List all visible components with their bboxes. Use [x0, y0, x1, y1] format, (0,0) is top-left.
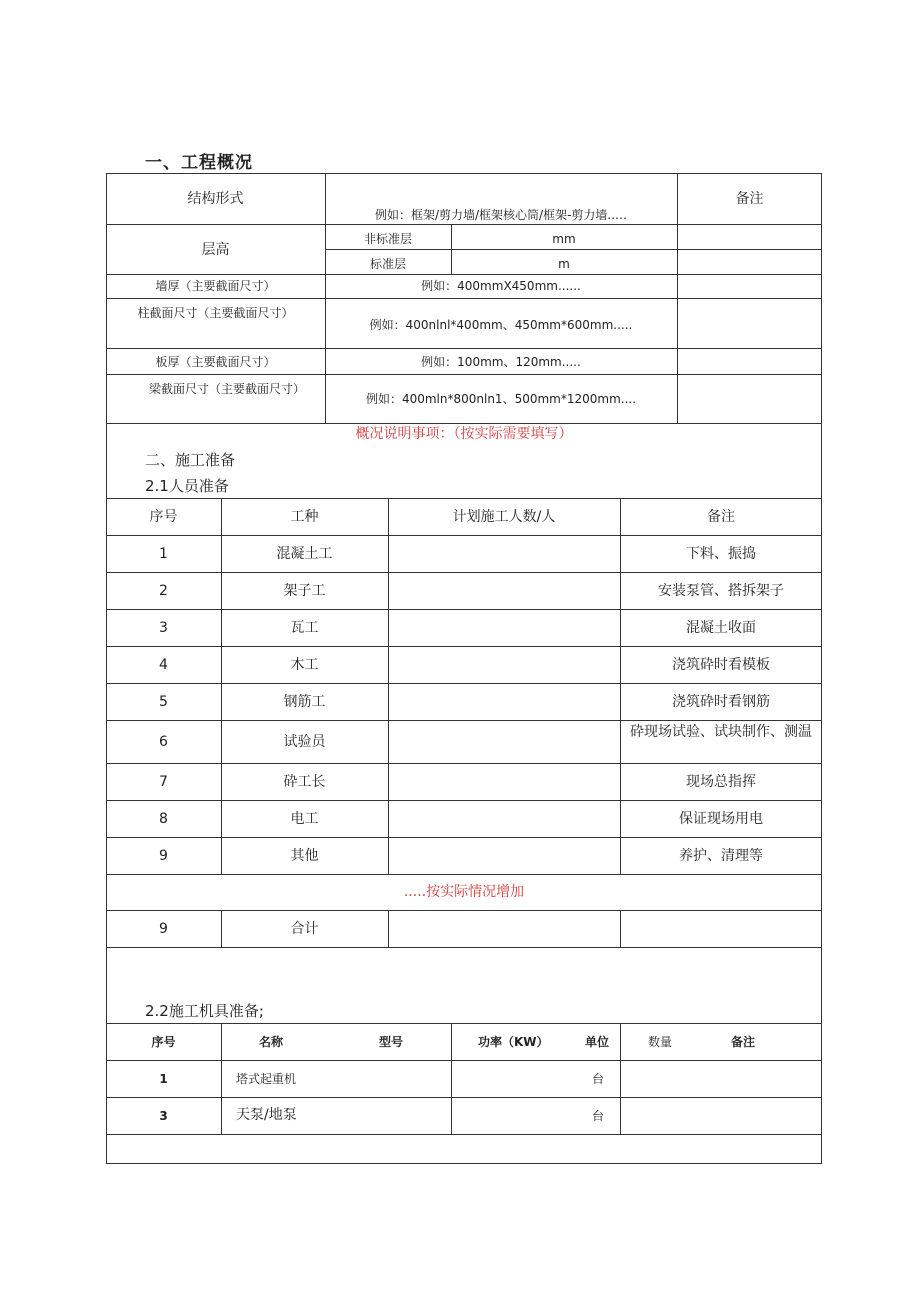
table-row-remark: 现场总指挥: [686, 774, 756, 790]
nonstandard-unit: mm: [552, 232, 576, 246]
grid-line: [106, 646, 822, 647]
grid-line: [106, 1023, 822, 1024]
grid-line: [106, 423, 822, 424]
grid-line: [106, 535, 822, 536]
table-row-remark: 混凝土收面: [686, 620, 756, 636]
table-row-type: 试验员: [283, 734, 326, 750]
table-row-remark: 养护、清理等: [679, 848, 763, 864]
table-row-no: 7: [159, 774, 168, 790]
equipment-header-qty: 数量: [648, 1035, 673, 1049]
grid-line: [620, 910, 621, 947]
grid-line: [106, 274, 822, 275]
table-row-type: 瓦工: [290, 620, 319, 636]
grid-line: [106, 298, 822, 299]
equipment-header-model: 型号: [379, 1035, 404, 1049]
table-row-no: 4: [159, 657, 168, 673]
floor-height-label: 层高: [201, 242, 230, 258]
table-row-type: 其他: [290, 848, 319, 864]
grid-line: [106, 348, 822, 349]
column-label: 柱截面尺寸（主要截面尺寸）: [137, 306, 294, 320]
table-row-no: 5: [159, 694, 168, 710]
wall-label: 墙厚（主要截面尺寸）: [155, 279, 276, 293]
grid-line: [221, 1023, 222, 1134]
section-2-1-title: 2.1人员准备: [145, 477, 229, 495]
table-row-type: 砕工长: [283, 774, 326, 790]
grid-line: [106, 572, 822, 573]
personnel-add-note: .....按实际情况增加: [403, 884, 525, 900]
table-row-remark: 砕现场试验、试块制作、测温: [630, 724, 812, 740]
personnel-header-no: 序号: [149, 509, 178, 525]
grid-line: [106, 720, 822, 721]
slab-label: 板厚（主要截面尺寸）: [155, 355, 276, 369]
equipment-header-unit: 单位: [585, 1035, 610, 1049]
section-2-2-title: 2.2施工机具准备;: [145, 1002, 264, 1020]
grid-line: [620, 1023, 621, 1134]
table-row-type: 架子工: [283, 583, 326, 599]
total-row-no: 9: [159, 921, 168, 937]
grid-line: [106, 1097, 822, 1098]
grid-line: [106, 224, 822, 225]
table-row-remark: 保证现场用电: [679, 811, 763, 827]
table-row-no: 6: [159, 734, 168, 750]
table-row-remark: 安装泵管、搭拆架子: [658, 583, 784, 599]
beam-example: 例如：400mln*800nln1、500mm*1200mm....: [365, 392, 637, 406]
grid-line: [106, 1060, 822, 1061]
table-row-no: 3: [159, 1109, 168, 1123]
grid-line: [388, 910, 389, 947]
table-row-type: 电工: [290, 811, 319, 827]
grid-line: [106, 609, 822, 610]
standard-unit: m: [558, 257, 570, 271]
grid-line: [106, 800, 822, 801]
nonstandard-floor-label: 非标准层: [363, 232, 412, 246]
table-row-remark: 浇筑砕时看钢筋: [672, 694, 770, 710]
remark-label: 备注: [735, 191, 764, 207]
grid-line: [388, 498, 389, 874]
personnel-header-remark: 备注: [707, 509, 735, 525]
standard-floor-label: 标准层: [369, 257, 406, 271]
grid-line: [106, 763, 822, 764]
grid-line: [106, 683, 822, 684]
structure-example: 例如：框架/剪力墙/框架核心筒/框架-剪力墙..…: [374, 208, 628, 222]
table-row-name: 天泵/地泵: [236, 1107, 297, 1123]
table-row-remark: 浇筑砕时看模板: [672, 657, 770, 673]
slab-example: 例如：100mm、120mm.....: [421, 355, 581, 369]
table-row-no: 1: [159, 546, 168, 562]
grid-line: [106, 910, 822, 911]
column-example: 例如：400nlnl*400mm、450mm*600mm.....: [369, 318, 633, 332]
grid-line: [106, 837, 822, 838]
overview-note: 概况说明事项：（按实际需要填写）: [355, 426, 573, 442]
grid-line: [106, 374, 822, 375]
grid-line: [106, 498, 822, 499]
table-row-remark: 下料、振捣: [686, 546, 756, 562]
table-row-no: 2: [159, 583, 168, 599]
table-row-name: 塔式起重机: [236, 1072, 297, 1086]
table-row-no: 1: [159, 1072, 168, 1086]
grid-line: [451, 1023, 452, 1134]
section-2-title: 二、施工准备: [145, 451, 236, 469]
table-row-type: 钢筋工: [283, 694, 326, 710]
equipment-header-power: 功率（KW）: [478, 1035, 549, 1049]
page-title: 一、工程概况: [145, 153, 253, 173]
table-row-no: 8: [159, 811, 168, 827]
equipment-header-name: 名称: [259, 1035, 284, 1049]
total-row-label: 合计: [290, 921, 319, 937]
personnel-header-count: 计划施工人数/人: [452, 509, 556, 525]
table-row-no: 9: [159, 848, 168, 864]
equipment-header-no: 序号: [151, 1035, 176, 1049]
grid-line: [106, 874, 822, 875]
table-row-no: 3: [159, 620, 168, 636]
grid-line: [106, 947, 822, 948]
grid-line: [106, 1134, 822, 1135]
table-row-unit: 台: [592, 1072, 605, 1086]
structure-label: 结构形式: [187, 191, 244, 207]
beam-label: 梁截面尺寸（主要截面尺寸）: [148, 382, 305, 396]
grid-line: [325, 249, 822, 250]
table-row-type: 木工: [290, 657, 319, 673]
table-row-unit: 台: [592, 1109, 605, 1123]
table-row-type: 混凝土工: [276, 546, 333, 562]
personnel-header-type: 工种: [290, 509, 319, 525]
equipment-header-remark: 备注: [731, 1035, 756, 1049]
wall-example: 例如：400mmX450mm......: [421, 279, 581, 293]
